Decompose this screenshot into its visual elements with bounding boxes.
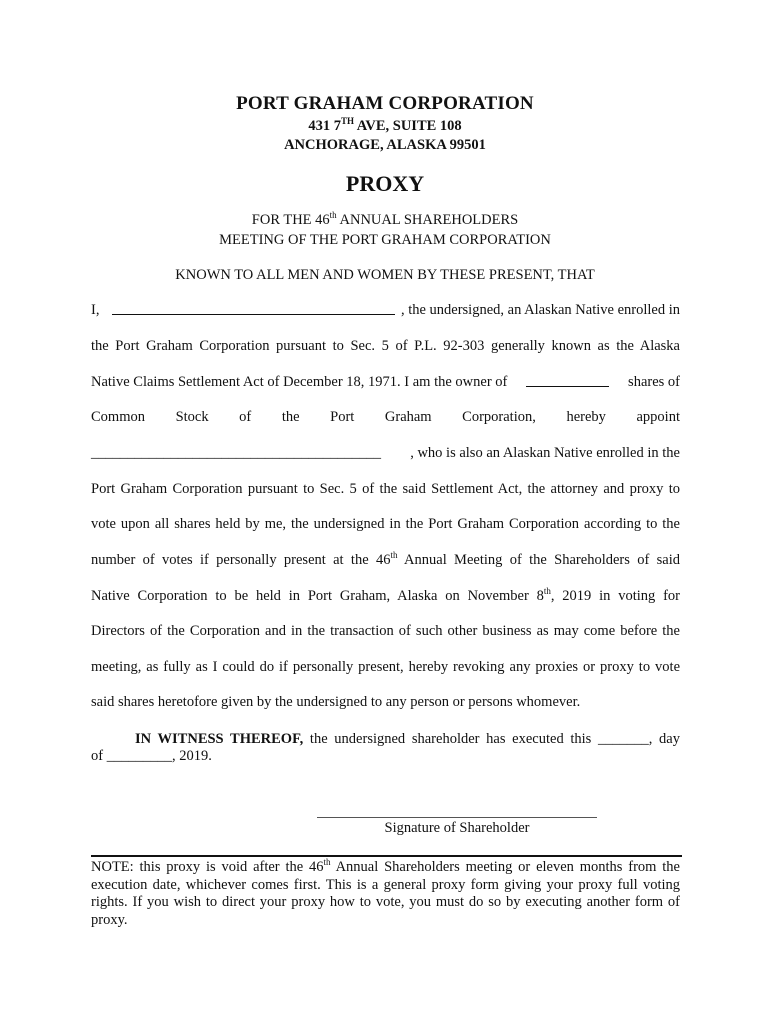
line4-word: Common — [91, 409, 145, 425]
body-line-9 — [91, 588, 680, 605]
signature-label: Signature of Shareholder — [384, 820, 530, 836]
witness-line-1 — [91, 731, 680, 748]
body-line-10 — [91, 623, 680, 640]
meeting-heading-line1 — [0, 212, 770, 229]
note-sup: th — [323, 857, 331, 868]
line2-text: the Port Graham Corporation pursuant to Sec. 5 of P.L. 92-303 generally known as the Alaska — [91, 338, 680, 354]
shareholder-name-field[interactable] — [112, 302, 395, 315]
line6-text: Port Graham Corporation pursuant to Sec. 5 of the said Settlement Act, the attorney and proxy to — [91, 481, 680, 497]
known-all-statement: KNOWN TO ALL MEN AND WOMEN BY THESE PRESENT, THAT — [175, 267, 595, 283]
body-line-6 — [91, 481, 680, 498]
body-line-2 — [91, 338, 680, 355]
line4-word: Stock — [175, 409, 209, 425]
note-post: Annual Shareholders meeting or eleven months from the execution date, whichever comes first. This is a general proxy form giving your proxy full voting rights. If you wish to direct your proxy how to vote, you must do so by executing another form of proxy. — [91, 859, 680, 928]
address-superscript: TH — [340, 116, 354, 127]
witness-text — [91, 731, 680, 748]
body-line-11 — [91, 659, 680, 676]
line8-pre: number of votes if personally present at the 46 — [91, 552, 391, 568]
line9-post: , 2019 in voting for — [550, 588, 680, 604]
body-line-5 — [91, 445, 680, 462]
note-divider — [91, 855, 682, 857]
body-line-8 — [91, 552, 680, 569]
line3-suffix: shares of — [628, 374, 680, 390]
document-title: PROXY — [345, 171, 425, 196]
share-count-field[interactable] — [526, 374, 609, 387]
line12-text: said shares heretofore given by the undersigned to any person or persons whomever. — [91, 694, 581, 710]
body-line-1 — [91, 302, 680, 319]
line9-sup: th — [543, 586, 551, 597]
corporation-name: PORT GRAHAM CORPORATION — [236, 93, 534, 114]
city-state-zip: ANCHORAGE, ALASKA 99501 — [284, 137, 486, 153]
line4-word: the — [281, 409, 300, 425]
meeting-heading-line2: MEETING OF THE PORT GRAHAM CORPORATION — [219, 232, 551, 248]
address-rest: AVE, SUITE 108 — [353, 118, 462, 134]
meeting-heading-pre: FOR THE 46 — [251, 212, 330, 228]
proxy-note — [91, 859, 680, 929]
body-line-12 — [91, 694, 680, 711]
line4-word: appoint — [636, 409, 680, 425]
line4-word: hereby — [566, 409, 606, 425]
address-number: 431 7 — [308, 118, 341, 134]
line4-word: Port — [330, 409, 355, 425]
line1-suffix: , the undersigned, an Alaskan Native enrolled in — [400, 302, 680, 318]
line11-text: meeting, as fully as I could do if personally present, hereby revoking any proxies or proxy to vote — [91, 659, 680, 675]
line8-text — [91, 552, 680, 569]
witness-clause: the undersigned shareholder has executed this _______, day — [303, 731, 680, 747]
line8-sup: th — [390, 550, 398, 561]
body-line-7 — [91, 516, 680, 533]
street-address — [0, 118, 770, 135]
witness-line-2: of _________, 2019. — [91, 748, 212, 764]
witness-heading: IN WITNESS THEREOF, — [135, 731, 304, 747]
meeting-heading-sup: th — [329, 210, 337, 221]
note-pre: NOTE: this proxy is void after the 46 — [91, 859, 324, 875]
line4-word: Graham — [384, 409, 432, 425]
line8-post: Annual Meeting of the Shareholders of said — [397, 552, 680, 568]
line7-text: vote upon all shares held by me, the undersigned in the Port Graham Corporation according to the — [91, 516, 680, 532]
meeting-heading-post: ANNUAL SHAREHOLDERS — [336, 212, 519, 228]
line4-word: Corporation, — [462, 409, 536, 425]
line9-pre: Native Corporation to be held in Port Graham, Alaska on November 8 — [91, 588, 544, 604]
signature-line[interactable] — [317, 817, 597, 818]
body-line-4 — [91, 409, 680, 426]
body-line-3 — [91, 374, 680, 391]
line10-text: Directors of the Corporation and in the transaction of such other business as may come before the — [91, 623, 680, 639]
line1-prefix: I, — [91, 302, 100, 318]
line3-prefix: Native Claims Settlement Act of December 18, 1971. I am the owner of — [91, 374, 508, 390]
proxy-name-field[interactable]: ________________________________________ — [91, 445, 381, 461]
line4-word: of — [239, 409, 252, 425]
line9-text — [91, 588, 680, 605]
line5-suffix: , who is also an Alaskan Native enrolled in the — [410, 445, 680, 461]
